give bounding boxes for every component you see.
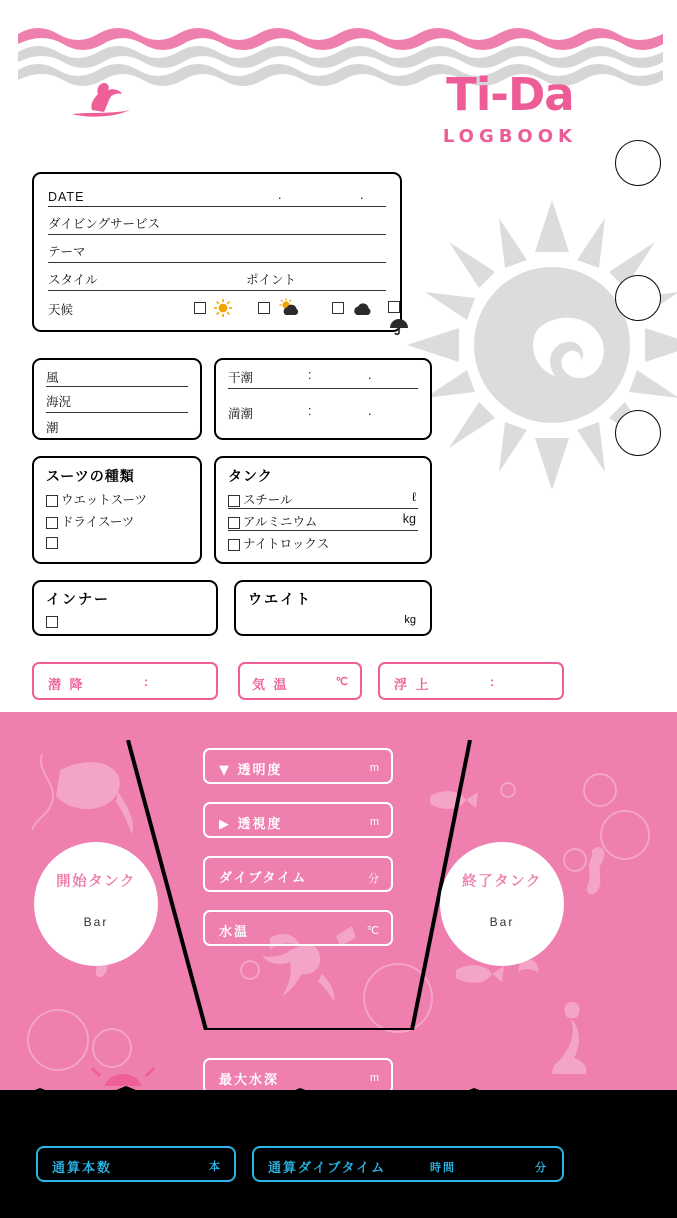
inner-title: インナー <box>46 592 110 608</box>
suit-option-dry[interactable] <box>46 512 134 530</box>
date-label: DATE <box>48 190 85 204</box>
descend-colon: : <box>144 674 151 689</box>
suit-option-wet[interactable] <box>46 490 147 508</box>
end-tank-unit: Bar <box>489 915 515 929</box>
tank-unit-liter: ℓ <box>411 490 416 504</box>
suit-option-wet-label: ウエットスーツ <box>61 492 148 507</box>
date-dot-2: . <box>360 188 364 202</box>
descend-time-field[interactable] <box>32 662 218 700</box>
weather-checkbox-cloud[interactable] <box>332 302 344 314</box>
weather-checkbox-rain[interactable] <box>388 301 400 313</box>
high-tide-dot: . <box>368 404 372 418</box>
weight-section <box>234 580 432 636</box>
weather-option-sun[interactable] <box>194 298 233 318</box>
water-surface-wave <box>0 700 677 740</box>
suit-checkbox-dry[interactable] <box>46 517 58 529</box>
logo-title: Ti-Da <box>446 68 574 121</box>
punch-hole <box>615 140 661 186</box>
point-label: ポイント <box>246 272 297 287</box>
total-dives-unit: 本 <box>209 1161 222 1173</box>
tank-checkbox-nitrox[interactable] <box>228 539 240 551</box>
style-label: スタイル <box>48 272 98 287</box>
wind-label: 風 <box>46 370 59 385</box>
sea-condition-label: 海況 <box>46 394 72 409</box>
tank-option-nitrox-label: ナイトロックス <box>243 536 330 551</box>
seabed-edge <box>0 1078 677 1118</box>
visibility-vertical-label: ▼ 透明度 <box>219 763 283 778</box>
water-temp-unit: ℃ <box>366 925 379 937</box>
high-tide-label: 満潮 <box>228 406 254 421</box>
high-tide-colon: : <box>308 404 312 418</box>
total-dive-time-unit-minutes: 分 <box>535 1162 548 1174</box>
visibility-horizontal-label: ▶ 透視度 <box>219 817 283 832</box>
logo <box>443 70 577 147</box>
max-depth-label: 最大水深 <box>219 1073 280 1088</box>
dive-time-field[interactable] <box>203 856 393 892</box>
dive-time-unit: 分 <box>368 873 379 885</box>
diving-service-label: ダイビングサービス <box>48 216 161 231</box>
tank-checkbox-aluminum[interactable] <box>228 517 240 529</box>
visibility-horizontal-field[interactable] <box>203 802 393 838</box>
start-tank-unit: Bar <box>83 915 109 929</box>
suit-checkbox-wet[interactable] <box>46 495 58 507</box>
suit-type-section <box>32 456 202 564</box>
punch-hole <box>615 275 661 321</box>
tank-option-aluminum-label: アルミニウム <box>243 514 318 529</box>
tank-title: タンク <box>228 469 273 485</box>
weather-checkbox-sun[interactable] <box>194 302 206 314</box>
wind-section <box>32 358 202 440</box>
suit-option-dry-label: ドライスーツ <box>61 514 135 529</box>
logo-subtitle: LOGBOOK <box>442 126 577 147</box>
start-tank-label: 開始タンク <box>56 874 136 890</box>
suit-checkbox-other[interactable] <box>46 537 58 549</box>
tide-label: 潮 <box>46 420 59 435</box>
low-tide-dot: . <box>368 368 372 382</box>
weather-checkbox-sun-cloud[interactable] <box>258 302 270 314</box>
total-dives-field[interactable] <box>36 1146 236 1182</box>
air-temp-field[interactable] <box>238 662 362 700</box>
weather-option-cloud[interactable] <box>332 298 375 318</box>
tank-option-aluminum[interactable] <box>228 512 317 530</box>
visibility-horizontal-unit: m <box>369 816 379 828</box>
tank-section <box>214 456 432 564</box>
low-tide-colon: : <box>308 368 312 382</box>
dive-time-label: ダイブタイム <box>219 871 308 886</box>
water-temp-field[interactable] <box>203 910 393 946</box>
total-dive-time-field[interactable] <box>252 1146 564 1182</box>
umbrella-rain-icon <box>388 316 410 336</box>
date-dot-1: . <box>278 188 282 202</box>
start-tank-circle[interactable] <box>34 842 158 966</box>
ascend-colon: : <box>490 674 497 689</box>
inner-section <box>32 580 218 636</box>
total-dive-time-unit-hours: 時間 <box>430 1162 456 1174</box>
weather-label: 天候 <box>48 302 74 317</box>
inner-checkbox[interactable] <box>46 613 61 631</box>
total-dives-label: 通算本数 <box>52 1161 113 1176</box>
sun-icon <box>213 298 233 318</box>
tank-checkbox-steel[interactable] <box>228 495 240 507</box>
tank-option-steel[interactable] <box>228 490 293 508</box>
theme-label: テーマ <box>48 244 86 259</box>
end-tank-circle[interactable] <box>440 842 564 966</box>
punch-hole <box>615 410 661 456</box>
suit-option-other[interactable] <box>46 534 61 549</box>
weather-option-rain[interactable] <box>388 298 410 336</box>
sun-cloud-icon <box>277 298 303 318</box>
water-temp-label: 水温 <box>219 925 250 940</box>
tank-option-steel-label: スチール <box>243 492 293 507</box>
low-tide-label: 干潮 <box>228 370 254 385</box>
tank-unit-kg: kg <box>402 512 416 526</box>
date-section <box>32 172 402 332</box>
visibility-vertical-unit: m <box>369 762 379 774</box>
cloud-icon <box>351 298 375 318</box>
tank-option-nitrox[interactable] <box>228 534 329 552</box>
descend-label: 潜 降 <box>48 678 85 693</box>
ascend-label: 浮 上 <box>394 678 431 693</box>
tide-times-section <box>214 358 432 440</box>
visibility-vertical-field[interactable] <box>203 748 393 784</box>
air-temp-label: 気 温 <box>252 678 289 693</box>
air-temp-unit: ℃ <box>335 676 350 688</box>
total-dive-time-label: 通算ダイブタイム <box>268 1161 387 1176</box>
ascend-time-field[interactable] <box>378 662 564 700</box>
end-tank-label: 終了タンク <box>462 874 542 890</box>
weight-unit: kg <box>404 614 416 626</box>
suit-title: スーツの種類 <box>46 469 135 485</box>
weight-title: ウエイト <box>248 592 312 608</box>
max-depth-unit: m <box>369 1072 379 1084</box>
weather-option-sun-cloud[interactable] <box>258 298 303 318</box>
